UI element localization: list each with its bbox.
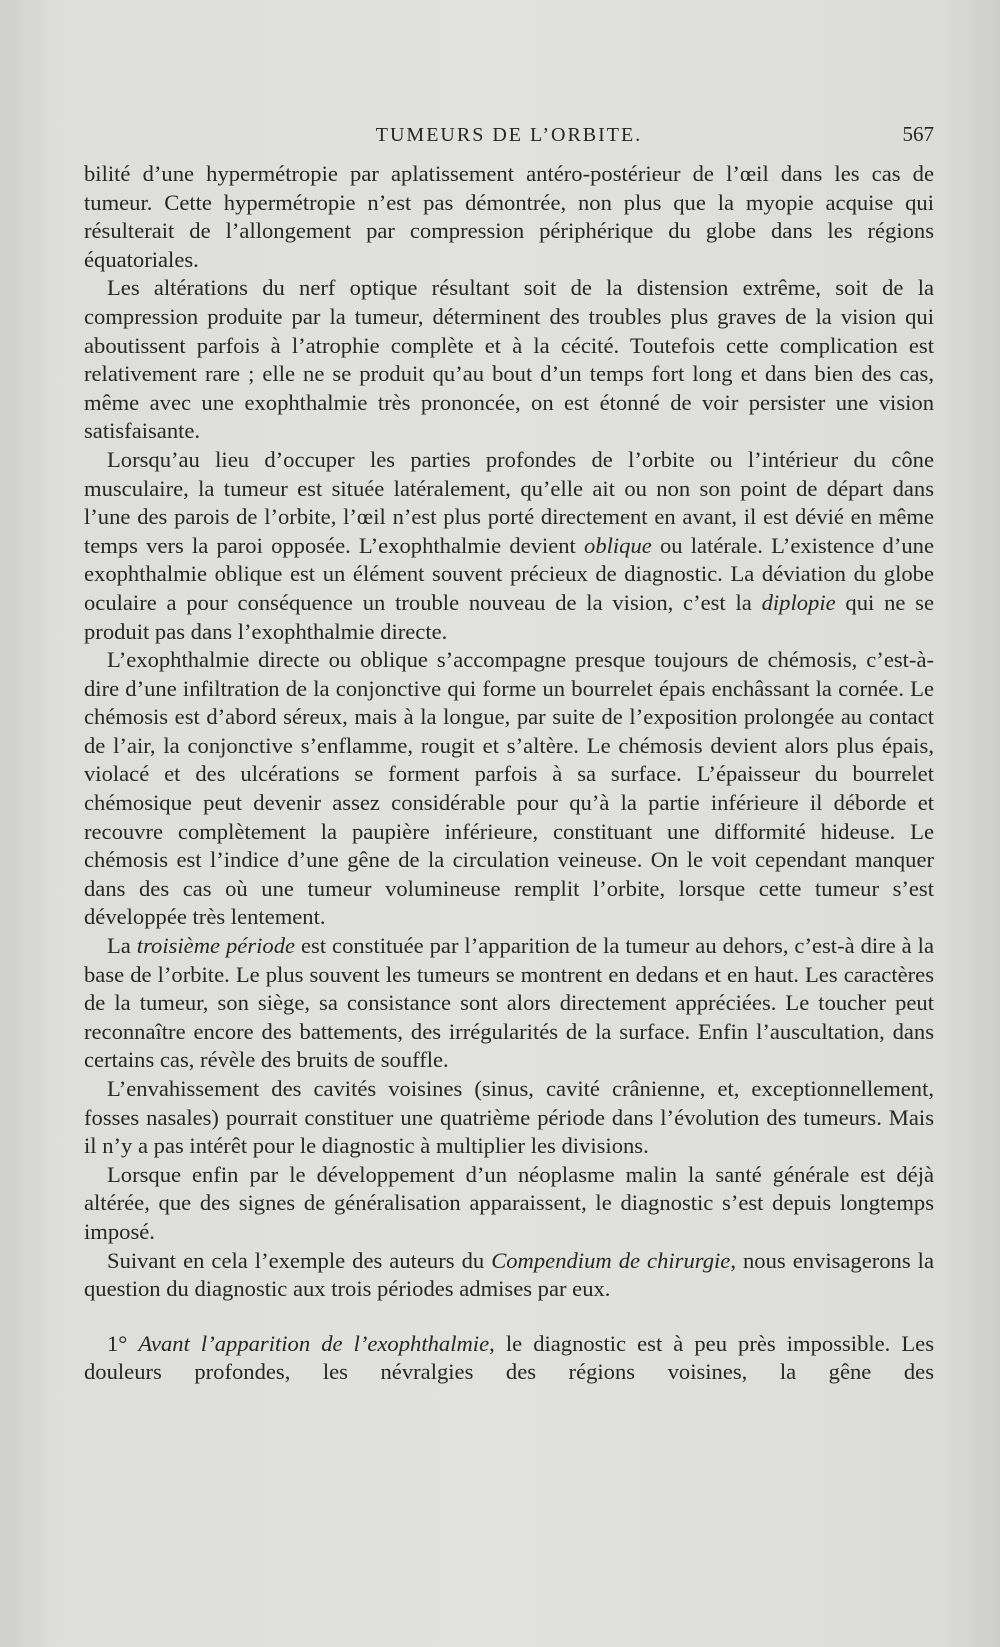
paragraph-continuation: bilité d’une hypermétropie par aplatissement antéro-postérieur de l’œil dans les cas de tumeur. Cette hypermétropie n’est pas démontrée, non plus que la myopie acquise qui résulterait de l’allongement par compression périphérique du globe dans les régions équatoriales.: [84, 161, 934, 272]
body-text: [84, 160, 934, 1387]
paragraph-malignant: Lorsque enfin par le développement d’un néoplasme malin la santé générale est déjà altérée, que des signes de généralisation apparaissent, le diagnostic s’est depuis longtemps imposé.: [84, 1161, 934, 1244]
paragraph-oblique-exophthalmia: [84, 446, 934, 646]
page-number: 567: [902, 122, 934, 146]
paragraph-invasion: L’envahissement des cavités voisines (sinus, cavité crânienne, et, exceptionnellement, fosses nasales) pourrait constituer une quatrième période dans l’évolution des tumeurs. Mais il n’y a pas intérêt pour le diagnostic à multiplier les divisions.: [84, 1076, 934, 1159]
paragraph-optic-nerve: Les altérations du nerf optique résultant soit de la distension extrême, soit de la compression produite par la tumeur, déterminent des troubles plus graves de la vision qui aboutissent parfois à l’atrophie complète et à la cécité. Toutefois cette complication est relativement rare ; elle ne se produit qu’au bout d’un temps fort long et dans bien des cas, même avec une exophthalmie très prononcée, on est étonné de voir persister une vision satisfaisante.: [84, 275, 934, 444]
paragraph-chemosis: L’exophthalmie directe ou oblique s’accompagne presque toujours de chémosis, c’est-à-dire d’une infiltration de la conjonctive qui forme un bourrelet épais enchâssant la cornée. Le chémosis est d’abord séreux, mais à la longue, par suite de l’exposition prolongée au contact de l’air, la conjonctive s’enflamme, rougit et s’altère. Le chémosis devient alors plus épais, violacé et des ulcérations se forment parfois à sa surface. L’épaisseur du bourrelet chémosique peut devenir assez considérable pour qu’à la partie inférieure il déborde et recouvre complètement la paupière inférieure, constituant une difformité hideuse. Le chémosis est l’indice d’une gêne de la circulation veineuse. On le voit cependant manquer dans des cas où une tumeur volumineuse remplit l’orbite, lorsque cette tumeur s’est développée très lentement.: [84, 647, 934, 930]
paragraph-text: La: [107, 933, 137, 959]
running-title: TUMEURS DE L’ORBITE.: [375, 124, 643, 146]
paragraph-text: , nous envisagerons la question du diagnostic aux trois périodes admises par eux.: [84, 1247, 934, 1302]
paragraph-third-period: [84, 932, 934, 1075]
italic-term-third-period: troisième période: [136, 933, 296, 959]
italic-term-oblique: oblique: [584, 532, 652, 558]
paragraph-text: Suivant en cela l’exemple des auteurs du: [107, 1247, 492, 1273]
page-header: [84, 122, 934, 152]
italic-term-diplopie: diplopie: [761, 589, 836, 615]
paragraph-before-exophthalmia: [84, 1330, 934, 1387]
italic-heading-before-exophthalmia: Avant l’apparition de l’exophthalmie: [138, 1330, 490, 1356]
paragraph-text: qui ne se produit pas dans l’exophthalmie directe.: [84, 589, 934, 644]
paragraph-text: 1°: [107, 1330, 139, 1356]
italic-title-compendium: Compendium de chirurgie: [491, 1247, 731, 1273]
paragraph-compendium: [84, 1247, 934, 1304]
paragraph-text: , le diagnostic est à peu près impossible. Les douleurs profondes, les névralgies des régions voisines, la gêne des: [84, 1330, 935, 1385]
paragraph-text: est constituée par l’apparition de la tumeur au dehors, c’est-à dire à la base de l’orbite. Le plus souvent les tumeurs se montrent en dedans et en haut. Les caractères de la tumeur, son siège, sa consistance sont alors directement appréciées. Le toucher peut reconnaître encore des battements, des irrégularités de la surface. Enfin l’auscultation, dans certains cas, révèle des bruits de souffle.: [84, 933, 934, 1073]
paragraph-text: ou latérale. L’existence d’une exophthalmie oblique est un élément souvent précieux de diagnostic. La déviation du globe oculaire a pour conséquence un trouble nouveau de la vision, c’est la: [84, 532, 934, 615]
paragraph-text: Lorsqu’au lieu d’occuper les parties profondes de l’orbite ou l’intérieur du cône musculaire, la tumeur est située latéralement, qu’elle ait ou non son point de départ dans l’une des parois de l’orbite, l’œil n’est plus porté directement en avant, il est dévié en même temps vers la paroi opposée. L’exophthalmie devient: [84, 446, 934, 558]
